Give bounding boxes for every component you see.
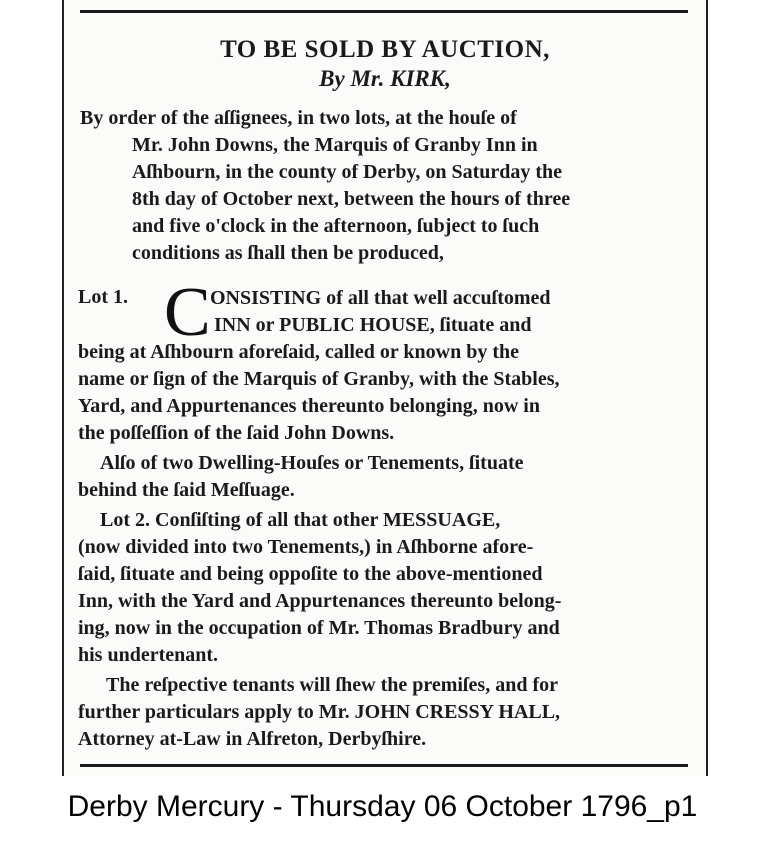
column-rule-left — [62, 0, 64, 776]
lot1-line: INN or PUBLIC HOUSE, ſituate and — [214, 314, 532, 336]
lot1-line: Yard, and Appurtenances thereunto belonging, now in — [78, 395, 540, 417]
intro-line: Mr. John Downs, the Marquis of Granby Inn in — [132, 134, 538, 156]
intro-line: 8th day of October next, between the hours of three — [132, 188, 571, 210]
lot2-line: ſaid, ſituate and being oppoſite to the above-mentioned — [78, 563, 543, 585]
intro-line: Aſhbourn, in the county of Derby, on Saturday the — [132, 161, 563, 183]
closing-line: Attorney at-Law in Alfreton, Derbyſhire. — [78, 728, 427, 750]
lot1-label: Lot 1. — [78, 286, 128, 308]
closing-line: The reſpective tenants will ſhew the premiſes, and for — [106, 674, 558, 696]
intro-line: and five o'clock in the afternoon, ſubject to ſuch — [132, 215, 540, 237]
lot1-line: ONSISTING of all that well accuſtomed — [210, 287, 551, 309]
lot2-line: (now divided into two Tenements,) in Aſhborne afore- — [78, 536, 534, 558]
intro-line: By order of the aſſignees, in two lots, at the houſe of — [80, 107, 517, 129]
lot1-line: name or ſign of the Marquis of Granby, with the Stables, — [78, 368, 560, 390]
top-rule — [80, 10, 688, 13]
source-caption: Derby Mercury - Thursday 06 October 1796_p1 — [67, 790, 698, 823]
lot1-dropcap: C — [164, 274, 211, 351]
lot1-also-line: behind the ſaid Meſſuage. — [78, 479, 295, 501]
lot1-also-line: Alſo of two Dwelling-Houſes or Tenements, ſituate — [100, 452, 524, 474]
bottom-rule — [80, 764, 688, 767]
closing-line: further particulars apply to Mr. JOHN CRESSY HALL, — [78, 701, 561, 723]
intro-line: conditions as ſhall then be produced, — [132, 242, 444, 264]
notice-byline: By Mr. KIRK, — [319, 66, 451, 91]
lot2-line: Lot 2. Conſiſting of all that other MESSUAGE, — [100, 509, 501, 531]
lot2-line: Inn, with the Yard and Appurtenances thereunto belong- — [78, 590, 562, 612]
lot1-line: being at Aſhbourn aforeſaid, called or known by the — [78, 341, 519, 363]
lot1-line: the poſſeſſion of the ſaid John Downs. — [78, 422, 395, 444]
lot2-line: his undertenant. — [78, 644, 219, 666]
notice-headline: TO BE SOLD BY AUCTION, — [220, 36, 550, 63]
column-rule-right — [706, 0, 708, 776]
lot2-line: ing, now in the occupation of Mr. Thomas Bradbury and — [78, 617, 560, 639]
